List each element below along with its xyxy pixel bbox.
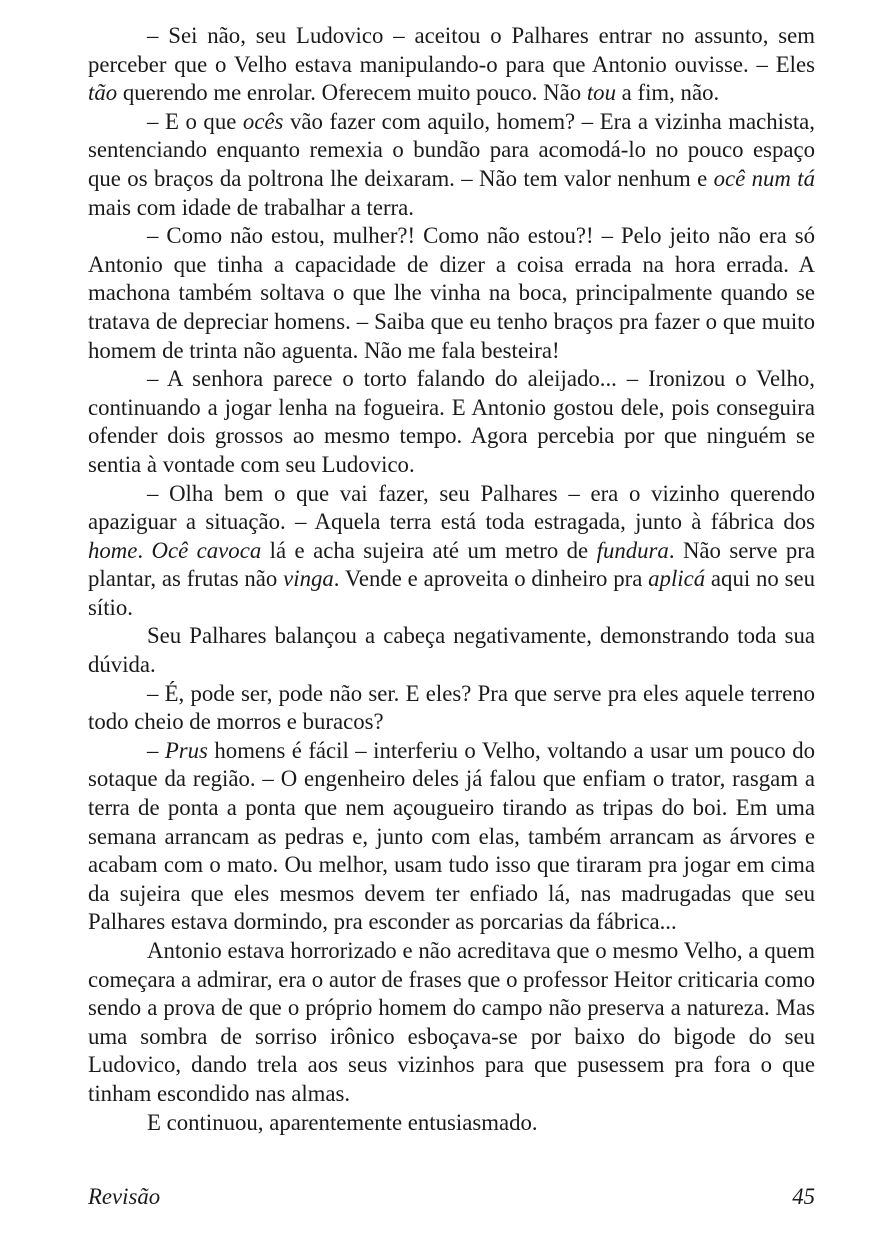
italic-segment: ocês	[242, 108, 284, 134]
paragraph-9	[88, 937, 815, 1109]
text-segment: E continuou, aparentemente entusiasmado.	[147, 1109, 538, 1135]
paragraph-1	[88, 22, 815, 108]
paragraph-10	[88, 1109, 815, 1138]
italic-segment: tou	[586, 80, 616, 106]
paragraph-4	[88, 365, 815, 479]
text-segment: – E o que	[147, 108, 243, 134]
paragraph-6	[88, 622, 815, 679]
running-footer-title: Revisão	[88, 1184, 161, 1209]
italic-segment: ocê num tá	[713, 165, 815, 191]
text-segment: – Sei não, seu Ludovico – aceitou o Palhares entrar no assunto, sem perceber que o Velho estava manipulando-o para que Antonio ouvisse. – Eles	[88, 23, 815, 77]
text-segment: –	[147, 737, 165, 763]
page-body	[88, 22, 815, 1137]
text-segment: vão fazer com aquilo, homem? – Era a vizinha machista, sentenciando enquanto remexia o bundão para acomodá-lo no pouco espaço que os braços da poltrona lhe deixaram. – Não tem valor nenhum e	[88, 108, 815, 191]
text-segment: – Olha bem o que vai fazer, seu Palhares – era o vizinho querendo apaziguar a situação. – Aquela terra está toda estragada, junto à fábrica dos	[88, 480, 815, 535]
text-segment: – A senhora parece o torto falando do aleijado... – Ironizou o Velho, continuando a jogar lenha na fogueira. E Antonio gostou dele, pois conseguira ofender dois grossos ao mesmo tempo. Agora percebia por que ninguém se sentia à vontade com seu Ludovico.	[88, 366, 815, 477]
italic-segment: Ocê cavoca	[151, 537, 262, 563]
text-segment: Seu Palhares balançou a cabeça negativamente, demonstrando toda sua dúvida.	[88, 623, 815, 678]
text-segment: homens é fácil – interferiu o Velho, voltando a usar um pouco do sotaque da região. – O engenheiro deles já falou que enfiam o trator, rasgam a terra de ponta a ponta que nem açougueiro tirando as tripas do boi. Em uma semana arrancam as pedras e, junto com elas, também arrancam as árvores e acabam com o mato. Ou melhor, usam tudo isso que tiraram pra jogar em cima da sujeira que eles mesmos devem ter enfiado lá, nas madrugadas que seu Palhares estava dormindo, pra esconder as porcarias da fábrica...	[88, 737, 815, 935]
text-segment: a fim, não.	[615, 80, 720, 106]
text-segment: . Vende e aproveita o dinheiro pra	[333, 566, 649, 592]
paragraph-8	[88, 737, 815, 937]
italic-segment: tão	[88, 80, 118, 106]
text-segment: aqui no seu sítio.	[88, 566, 815, 620]
text-segment: Antonio estava horrorizado e não acreditava que o mesmo Velho, a quem começara a admirar, era o autor de frases que o professor Heitor criticaria como sendo a prova de que o próprio homem do campo não preserva a natureza. Mas uma sombra de sorriso irônico esboçava-se por baixo do bigode do seu Ludovico, dando trela aos seus vizinhos para que pusessem pra fora o que tinham escondido nas almas.	[88, 938, 815, 1106]
text-segment: – É, pode ser, pode não ser. E eles? Pra que serve pra eles aquele terreno todo cheio de morros e buracos?	[88, 680, 815, 735]
paragraph-2	[88, 108, 815, 222]
text-segment: .	[137, 537, 152, 563]
page-number: 45	[792, 1184, 815, 1209]
italic-segment: Prus	[164, 737, 208, 763]
text-segment: lá e acha sujeira até um metro de	[261, 537, 597, 563]
italic-segment: aplicá	[648, 566, 706, 592]
text-segment: mais com idade de trabalhar a terra.	[88, 194, 414, 220]
text-segment: – Como não estou, mulher?! Como não estou?! – Pelo jeito não era só Antonio que tinha a capacidade de dizer a coisa errada na hora errada. A machona também soltava o que lhe vinha na boca, principalmente quando se tratava de depreciar homens. – Saiba que eu tenho braços pra fazer o que muito homem de trinta não aguenta. Não me fala besteira!	[88, 223, 815, 363]
text-segment: . Não serve pra plantar, as frutas não	[88, 537, 815, 592]
italic-segment: fundura	[596, 537, 669, 563]
text-segment: querendo me enrolar. Oferecem muito pouco. Não	[117, 80, 587, 106]
italic-segment: vinga	[283, 566, 334, 592]
paragraph-5	[88, 480, 815, 623]
paragraph-7	[88, 680, 815, 737]
italic-segment: home	[88, 537, 138, 563]
paragraph-3	[88, 222, 815, 365]
